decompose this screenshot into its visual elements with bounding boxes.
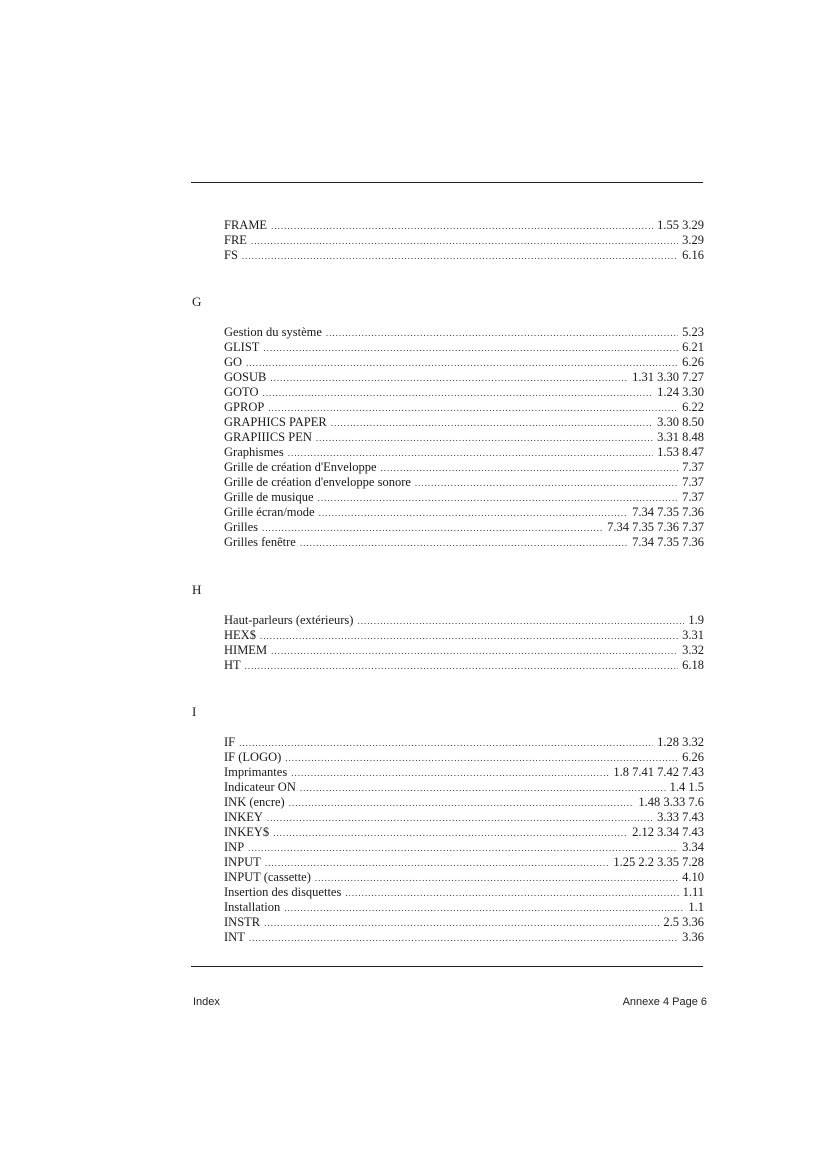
entry-pages: 1.31 3.30 7.27	[632, 370, 704, 384]
dot-leader	[263, 341, 678, 356]
index-entry	[224, 325, 704, 340]
index-entry	[224, 520, 704, 535]
top-divider	[191, 182, 703, 183]
entry-term: GOTO	[224, 385, 259, 399]
bottom-divider	[191, 966, 703, 967]
section-letter-g: G	[192, 294, 202, 309]
dot-leader	[265, 856, 610, 871]
index-entry	[224, 355, 704, 370]
dot-leader	[300, 781, 666, 796]
entry-term: Insertion des disquettes	[224, 885, 342, 899]
index-entry	[224, 870, 704, 885]
index-entry	[224, 900, 704, 915]
index-entry	[224, 385, 704, 400]
entry-term: IF	[224, 735, 236, 749]
index-entry	[224, 218, 704, 233]
index-entry	[224, 415, 704, 430]
entry-pages: 1.1	[688, 900, 704, 914]
entry-term: Grilles fenêtre	[224, 535, 296, 549]
index-entry	[224, 340, 704, 355]
entry-term: FRE	[224, 233, 247, 247]
dot-leader	[288, 446, 653, 461]
index-section-i	[224, 735, 704, 945]
entry-term: INSTR	[224, 915, 261, 929]
dot-leader	[315, 871, 678, 886]
entry-pages: 6.26	[682, 355, 704, 369]
index-entry	[224, 735, 704, 750]
index-entry	[224, 535, 704, 550]
entry-term: GOSUB	[224, 370, 267, 384]
dot-leader	[271, 644, 678, 659]
index-section-f	[224, 218, 704, 263]
entry-pages: 1.53 8.47	[657, 445, 704, 459]
entry-pages: 6.26	[682, 750, 704, 764]
index-entry	[224, 613, 704, 628]
entry-pages: 2.5 3.36	[663, 915, 704, 929]
entry-pages: 6.18	[682, 658, 704, 672]
entry-term: FRAME	[224, 218, 268, 232]
index-entry	[224, 490, 704, 505]
index-entry	[224, 810, 704, 825]
entry-pages: 2.12 3.34 7.43	[632, 825, 704, 839]
index-entry	[224, 750, 704, 765]
entry-pages: 7.37	[682, 490, 704, 504]
entry-term: INKEY$	[224, 825, 270, 839]
entry-term: INT	[224, 930, 245, 944]
dot-leader	[246, 356, 678, 371]
dot-leader	[326, 326, 678, 341]
entry-term: GLIST	[224, 340, 260, 354]
dot-leader	[415, 476, 678, 491]
entry-pages: 7.37	[682, 475, 704, 489]
index-entry	[224, 795, 704, 810]
entry-pages: 6.16	[682, 248, 704, 262]
dot-leader	[345, 886, 678, 901]
entry-term: Gestion du système	[224, 325, 322, 339]
entry-pages: 3.29	[682, 233, 704, 247]
entry-pages: 3.34	[682, 840, 704, 854]
entry-pages: 3.33 7.43	[657, 810, 704, 824]
entry-pages: 1.8 7.41 7.42 7.43	[613, 765, 704, 779]
dot-leader	[268, 401, 678, 416]
index-entry	[224, 855, 704, 870]
entry-term: IF (LOGO)	[224, 750, 282, 764]
index-entry	[224, 658, 704, 673]
index-entry	[224, 628, 704, 643]
dot-leader	[289, 796, 635, 811]
footer-section-label: Index	[193, 996, 220, 1008]
dot-leader	[316, 431, 653, 446]
index-entry	[224, 445, 704, 460]
entry-pages: 1.55 3.29	[657, 218, 704, 232]
entry-term: INPUT (cassette)	[224, 870, 311, 884]
entry-term: Grille de création d'enveloppe sonore	[224, 475, 411, 489]
entry-term: HIMEM	[224, 643, 268, 657]
entry-pages: 1.28 3.32	[657, 735, 704, 749]
entry-term: Grille écran/mode	[224, 505, 315, 519]
index-entry	[224, 248, 704, 263]
dot-leader	[270, 371, 628, 386]
index-entry	[224, 780, 704, 795]
entry-term: Indicateur ON	[224, 780, 296, 794]
dot-leader	[271, 219, 653, 234]
index-entry	[224, 460, 704, 475]
entry-pages: 6.21	[682, 340, 704, 354]
dot-leader	[249, 931, 678, 946]
entry-pages: 7.34 7.35 7.36	[632, 535, 704, 549]
index-entry	[224, 400, 704, 415]
index-section-g	[224, 325, 704, 550]
entry-term: INK (encre)	[224, 795, 285, 809]
entry-pages: 1.48 3.33 7.6	[638, 795, 704, 809]
index-entry	[224, 233, 704, 248]
dot-leader	[245, 659, 678, 674]
dot-leader	[285, 751, 678, 766]
dot-leader	[331, 416, 653, 431]
section-letter-h: H	[192, 582, 202, 597]
entry-pages: 3.31 8.48	[657, 430, 704, 444]
entry-pages: 6.22	[682, 400, 704, 414]
entry-term: Graphismes	[224, 445, 284, 459]
entry-term: Grilles	[224, 520, 259, 534]
index-entry	[224, 825, 704, 840]
entry-term: GO	[224, 355, 243, 369]
entry-pages: 3.32	[682, 643, 704, 657]
dot-leader	[273, 826, 628, 841]
index-entry	[224, 765, 704, 780]
entry-term: GRAPIIICS PEN	[224, 430, 312, 444]
entry-pages: 1.24 3.30	[657, 385, 704, 399]
entry-term: INP	[224, 840, 245, 854]
entry-pages: 3.36	[682, 930, 704, 944]
entry-term: INPUT	[224, 855, 261, 869]
index-entry	[224, 430, 704, 445]
entry-term: HEX$	[224, 628, 256, 642]
entry-term: Grille de création d'Enveloppe	[224, 460, 377, 474]
entry-term: FS	[224, 248, 238, 262]
dot-leader	[242, 249, 678, 264]
entry-pages: 3.30 8.50	[657, 415, 704, 429]
dot-leader	[239, 736, 653, 751]
index-entry	[224, 915, 704, 930]
index-entry	[224, 643, 704, 658]
dot-leader	[262, 521, 603, 536]
index-entry	[224, 885, 704, 900]
index-entry	[224, 475, 704, 490]
entry-term: INKEY	[224, 810, 263, 824]
dot-leader	[267, 811, 653, 826]
entry-pages: 1.11	[682, 885, 704, 899]
dot-leader	[263, 386, 654, 401]
entry-term: HT	[224, 658, 241, 672]
dot-leader	[260, 629, 678, 644]
index-entry	[224, 930, 704, 945]
index-entry	[224, 840, 704, 855]
dot-leader	[300, 536, 628, 551]
dot-leader	[357, 614, 684, 629]
dot-leader	[318, 491, 679, 506]
index-entry	[224, 370, 704, 385]
footer-page-number: Annexe 4 Page 6	[622, 996, 707, 1008]
dot-leader	[284, 901, 684, 916]
entry-term: Imprimantes	[224, 765, 288, 779]
entry-pages: 7.37	[682, 460, 704, 474]
dot-leader	[291, 766, 609, 781]
index-entry	[224, 505, 704, 520]
entry-term: Installation	[224, 900, 281, 914]
dot-leader	[251, 234, 678, 249]
entry-pages: 1.25 2.2 3.35 7.28	[613, 855, 704, 869]
index-section-h	[224, 613, 704, 673]
entry-term: GRAPHICS PAPER	[224, 415, 327, 429]
entry-term: Haut-parleurs (extérieurs)	[224, 613, 354, 627]
entry-pages: 7.34 7.35 7.36	[632, 505, 704, 519]
dot-leader	[319, 506, 629, 521]
entry-pages: 1.9	[688, 613, 704, 627]
entry-pages: 1.4 1.5	[669, 780, 704, 794]
dot-leader	[381, 461, 679, 476]
entry-pages: 5.23	[682, 325, 704, 339]
entry-pages: 7.34 7.35 7.36 7.37	[607, 520, 704, 534]
section-letter-i: I	[192, 704, 197, 719]
entry-pages: 3.31	[682, 628, 704, 642]
entry-term: Grille de musique	[224, 490, 314, 504]
entry-term: GPROP	[224, 400, 265, 414]
entry-pages: 4.10	[682, 870, 704, 884]
dot-leader	[264, 916, 659, 931]
dot-leader	[248, 841, 678, 856]
